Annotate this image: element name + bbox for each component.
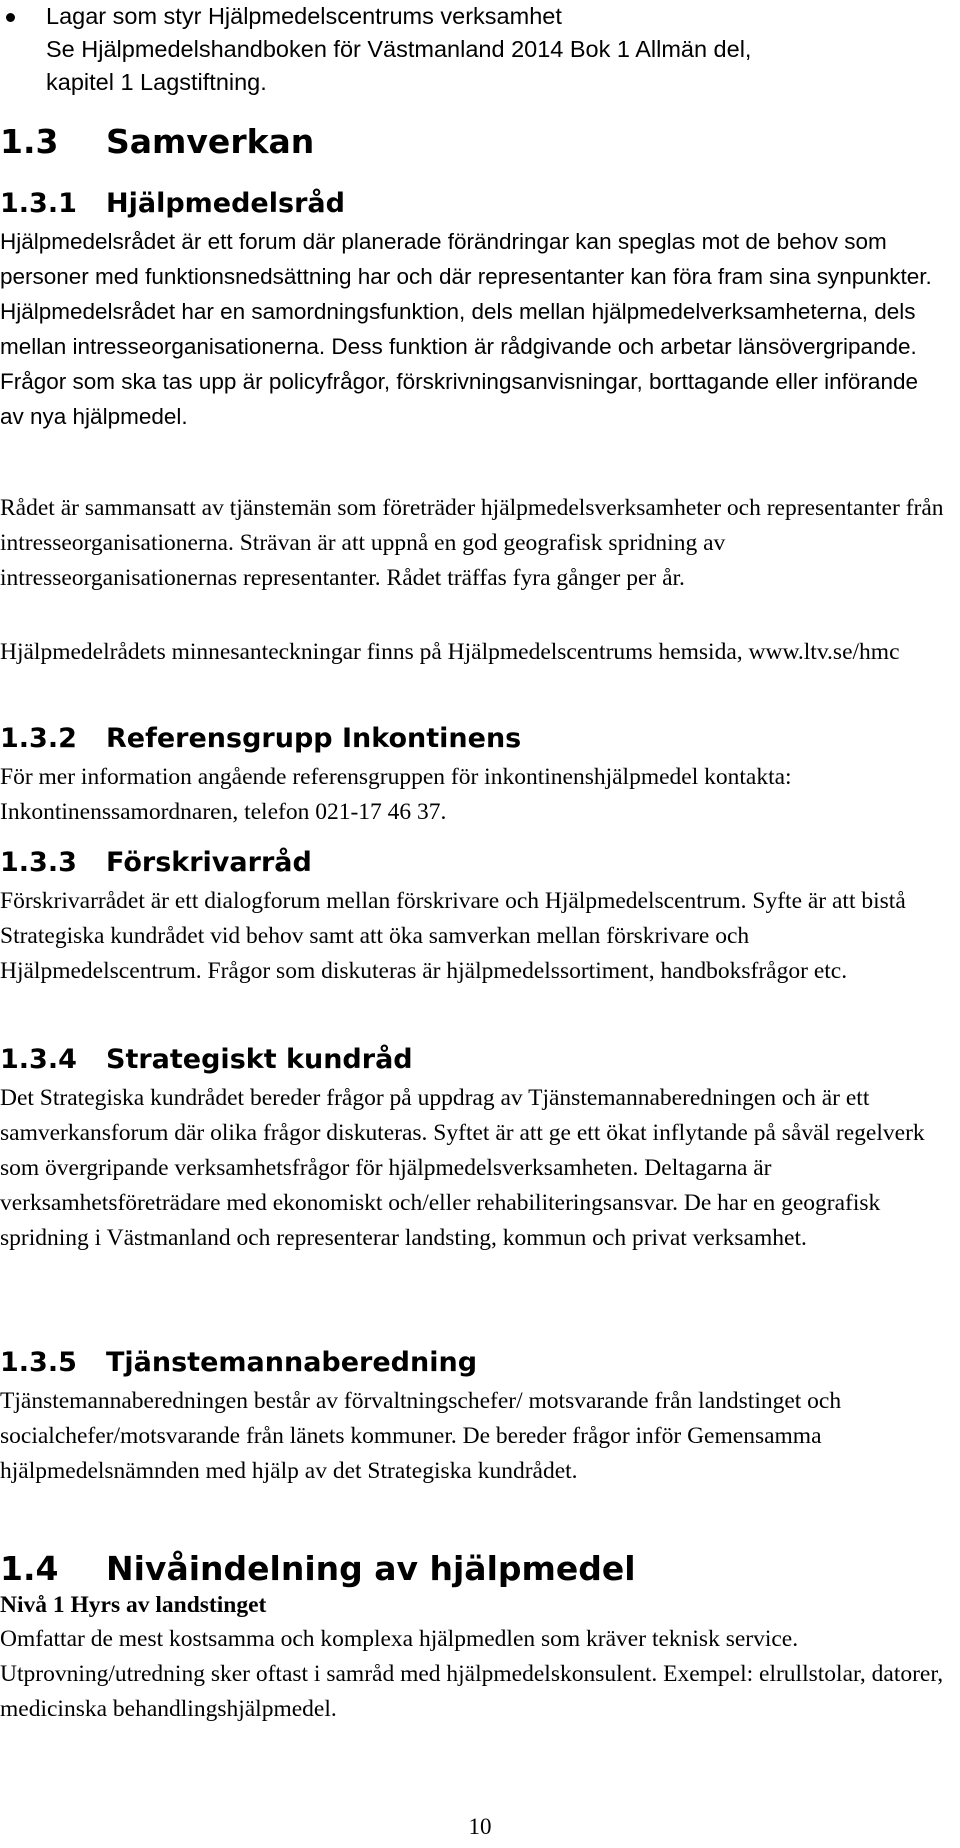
paragraph-tjanstemannaberedning: Tjänstemannaberedningen består av förvaltningschefer/ motsvarande från landstinget och socialchefer/motsvarande från länets kommuner. De bereder frågor inför Gemensamma hjälpmedelsnämnden med hjälp av det Strategiska kundrådet.	[0, 1388, 842, 1484]
heading-number: 1.3.2	[0, 723, 77, 754]
heading-title: Förskrivarråd	[106, 847, 312, 878]
heading-number: 1.3.3	[0, 847, 77, 878]
level-1-heading: Nivå 1 Hyrs av landstinget	[0, 1592, 267, 1618]
paragraph-hjalpmedelsrad-1: Hjälpmedelsrådet är ett forum där planerade förändringar kan speglas mot de behov som personer med funktionsnedsättning har och där representanter kan föra fram sina synpunkter. Hjälpmedelsrådet har en samordningsfunktion, dels mellan hjälpmedelverksamheterna, dels mellan intresseorganisationerna. Dess funktion är rådgivande och arbetar länsövergripande. Frågor som ska tas upp är policyfrågor, förskrivningsanvisningar, borttagande eller införande av nya hjälpmedel.	[0, 229, 932, 429]
heading-1-3-1	[0, 186, 345, 222]
heading-title: Hjälpmedelsråd	[106, 188, 345, 219]
heading-1-3-5	[0, 1345, 477, 1381]
heading-number: 1.3.4	[0, 1044, 77, 1075]
heading-number: 1.4	[0, 1549, 59, 1588]
paragraph-forskrivarrad: Förskrivarrådet är ett dialogforum mellan förskrivare och Hjälpmedelscentrum. Syfte är att bistå Strategiska kundrådet vid behov samt att öka samverkan mellan förskrivare och Hjälpmedelscentrum. Frågor som diskuteras är hjälpmedelssortiment, handboksfrågor etc.	[0, 888, 906, 984]
heading-number: 1.3.1	[0, 188, 77, 219]
page-number: 10	[468, 1814, 492, 1839]
heading-title: Strategiskt kundråd	[106, 1044, 413, 1075]
bullet-line-2: Se Hjälpmedelshandboken för Västmanland 2014 Bok 1 Allmän del,	[46, 36, 752, 62]
heading-1-3-4	[0, 1042, 413, 1078]
heading-title: Referensgrupp Inkontinens	[106, 723, 522, 754]
paragraph-hjalpmedelsrad-2: Rådet är sammansatt av tjänstemän som företräder hjälpmedelsverksamheter och representanter från intresseorganisationerna. Strävan är att uppnå en god geografisk spridning av intresseorganisationernas representanter. Rådet träffas fyra gånger per år.	[0, 495, 944, 591]
heading-1-3-2	[0, 721, 521, 757]
paragraph-referensgrupp: För mer information angående referensgruppen för inkontinenshjälpmedel kontakta: Inkontinenssamordnaren, telefon 021-17 46 37.	[0, 764, 792, 825]
heading-1-4	[0, 1549, 636, 1589]
heading-1-3-3	[0, 845, 312, 881]
heading-number: 1.3.5	[0, 1347, 77, 1378]
heading-title: Tjänstemannaberedning	[106, 1347, 478, 1378]
paragraph-strategiskt-kundrad: Det Strategiska kundrådet bereder frågor på uppdrag av Tjänstemannaberedningen och är ett samverkansforum där olika frågor diskuteras. Syftet är att ge ett ökat inflytande på såväl regelverk som övergripande verksamhetsfrågor för hjälpmedelsverksamheten. Deltagarna är verksamhetsföreträdare med ekonomiskt och/eller rehabiliteringsansvar. De har en geografisk spridning i Västmanland och representerar landsting, kommun och privat verksamhet.	[0, 1085, 925, 1251]
heading-number: 1.3	[0, 122, 59, 161]
bullet-line-3: kapitel 1 Lagstiftning.	[46, 69, 267, 95]
heading-title: Nivåindelning av hjälpmedel	[106, 1549, 636, 1588]
paragraph-hjalpmedelsrad-3: Hjälpmedelrådets minnesanteckningar finns på Hjälpmedelscentrums hemsida, www.ltv.se/hmc	[0, 639, 900, 665]
bullet-line-1: Lagar som styr Hjälpmedelscentrums verksamhet	[46, 3, 562, 29]
heading-title: Samverkan	[106, 122, 315, 161]
bullet-dot-icon	[6, 13, 15, 22]
paragraph-level-1: Omfattar de mest kostsamma och komplexa hjälpmedlen som kräver teknisk service. Utprovning/utredning sker oftast i samråd med hjälpmedelskonsulent. Exempel: elrullstolar, datorer, medicinska behandlingshjälpmedel.	[0, 1626, 944, 1722]
heading-1-3	[0, 122, 314, 162]
